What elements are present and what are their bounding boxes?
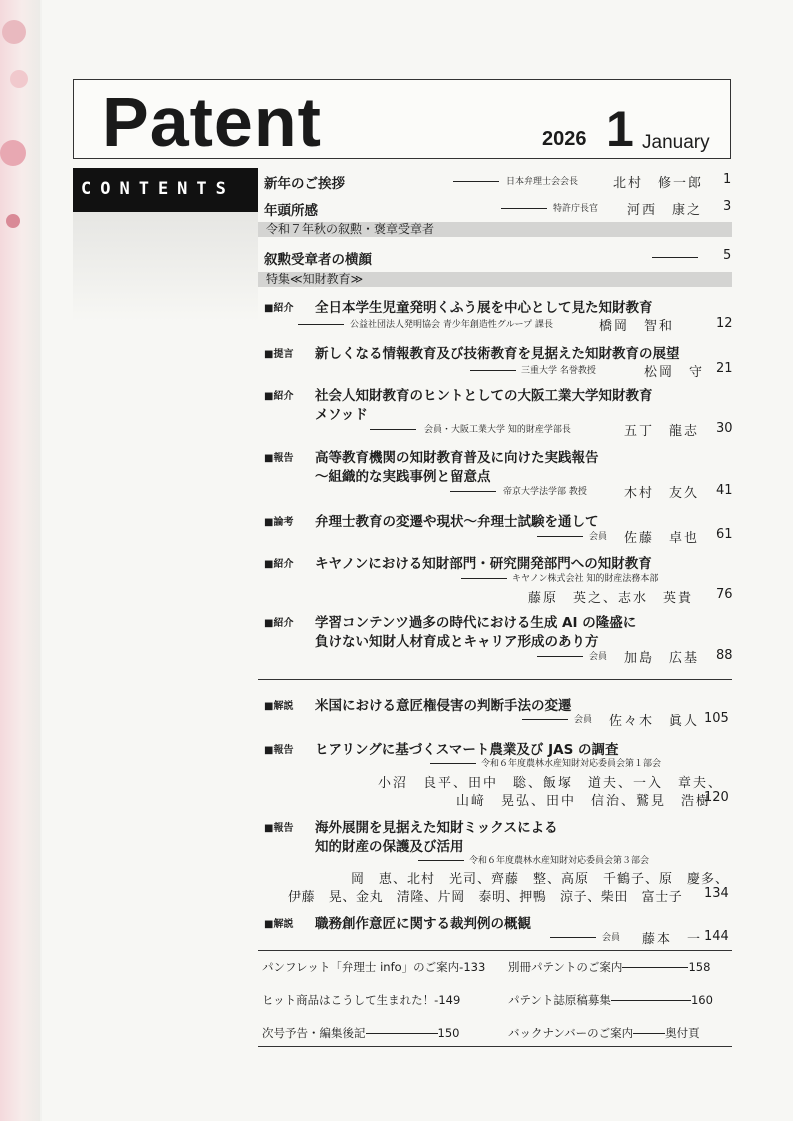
toc-entry-title[interactable]: 学習コンテンツ過多の時代における生成 AI の隆盛に — [315, 615, 637, 631]
footer-link-label: ヒット商品はこうして生まれた！ — [262, 993, 435, 1007]
toc-entry-title-cont: 知的財産の保護及び活用 — [315, 839, 464, 855]
toc-entry-title[interactable]: ヒアリングに基づくスマート農業及び JAS の調査 — [315, 742, 619, 758]
entry-category: ■解説 — [264, 919, 294, 930]
footer-link-label: 別冊パテントのご案内 — [508, 960, 623, 974]
entry-affiliation: 会員 — [589, 652, 608, 662]
toc-entry-title[interactable]: 新年のご挨拶 — [264, 176, 345, 192]
entry-author: 藤本 一 — [642, 932, 703, 947]
masthead — [73, 79, 731, 159]
toc-entry-title[interactable]: 米国における意匠権侵害の判断手法の変遷 — [315, 698, 572, 714]
entry-category: ■報告 — [264, 745, 294, 756]
leader-line — [652, 257, 698, 258]
footer-link[interactable] — [508, 1025, 700, 1041]
toc-entry-title-cont: 負けない知財人材育成とキャリア形成のあり方 — [315, 634, 599, 650]
entry-category: ■報告 — [264, 823, 294, 834]
entry-affiliation: 日本弁理士会会長 — [506, 177, 579, 187]
entry-affiliation: 会員・大阪工業大学 知的財産学部長 — [424, 425, 571, 435]
magazine-logo: Patent — [102, 83, 322, 161]
flower-decoration — [10, 70, 28, 88]
leader-line — [550, 937, 596, 938]
leader-line — [461, 578, 507, 579]
footer-page-num: 158 — [688, 960, 711, 974]
footer-link[interactable] — [262, 959, 485, 975]
leader-line — [611, 1000, 691, 1001]
leader-line — [622, 967, 688, 968]
footer-link-label: バックナンバーのご案内 — [508, 1026, 634, 1040]
entry-category: ■紹介 — [264, 391, 294, 402]
toc-entry-title[interactable]: 全日本学生児童発明くふう展を中心として見た知財教育 — [315, 300, 653, 316]
issue-year: 2026 — [542, 128, 587, 150]
entry-category: ■紹介 — [264, 559, 294, 570]
entry-page: 12 — [716, 316, 733, 331]
footer-link[interactable] — [262, 1025, 459, 1041]
entry-affiliation: 令和６年度農林水産知財対応委員会第１部会 — [481, 759, 662, 769]
footer-link[interactable] — [508, 959, 710, 975]
entry-page: 76 — [716, 587, 733, 602]
entry-page: 21 — [716, 361, 733, 376]
entry-page: 5 — [723, 248, 732, 263]
contents-label: CONTENTS — [81, 179, 235, 199]
entry-category: ■提言 — [264, 349, 294, 360]
section-divider — [258, 679, 732, 680]
toc-entry-title[interactable]: 社会人知財教育のヒントとしての大阪工業大学知財教育 — [315, 388, 653, 404]
entry-category: ■報告 — [264, 453, 294, 464]
entry-page: 88 — [716, 648, 733, 663]
entry-affiliation: 帝京大学法学部 教授 — [503, 487, 587, 497]
toc-entry-title[interactable]: 高等教育機関の知財教育普及に向けた実践報告 — [315, 450, 599, 466]
toc-entry-title[interactable]: 職務創作意匠に関する裁判例の概観 — [315, 916, 531, 932]
footer-link-page: -149 — [434, 993, 461, 1007]
footer-page-num: 150 — [437, 1026, 460, 1040]
entry-page: 41 — [716, 483, 733, 498]
entry-author: 加島 広基 — [624, 651, 700, 666]
issue-number: 1 — [606, 101, 634, 157]
toc-entry-title[interactable]: 年頭所感 — [264, 203, 318, 219]
leader-line — [450, 491, 496, 492]
entry-affiliation: キヤノン株式会社 知的財産法務本部 — [512, 574, 659, 584]
toc-entry-title-cont: メソッド — [315, 407, 368, 423]
leader-line — [537, 536, 583, 537]
contents-band-fade — [73, 212, 258, 322]
contents-band — [73, 168, 258, 212]
entry-page: 105 — [704, 711, 729, 726]
toc-entry-title[interactable]: 海外展開を見据えた知財ミックスによる — [315, 820, 558, 836]
entry-page: 3 — [723, 199, 732, 214]
toc-entry-title[interactable]: キヤノンにおける知財部門・研究開発部門への知財教育 — [315, 556, 652, 572]
entry-author: 木村 友久 — [624, 486, 700, 501]
entry-author: 橋岡 智和 — [599, 319, 675, 334]
entry-author: 佐々木 眞人 — [609, 714, 700, 729]
footer-link[interactable] — [262, 992, 460, 1008]
leader-line — [633, 1033, 665, 1034]
issue-month: January — [642, 132, 710, 153]
entry-affiliation: 会員 — [602, 933, 621, 943]
section-band: 令和７年秋の叙勲・褒章受章者 — [258, 222, 732, 237]
entry-affiliation: 会員 — [574, 715, 593, 725]
entry-author: 岡 恵、北村 光司、齊藤 整、高原 千鶴子、原 慶多、 — [351, 872, 730, 887]
entry-affiliation: 特許庁長官 — [553, 204, 599, 214]
entry-author: 松岡 守 — [644, 365, 705, 380]
entry-author-cont: 伊藤 晃、金丸 清隆、片岡 泰明、押鴨 涼子、柴田 富士子 — [288, 890, 683, 905]
entry-page: 1 — [723, 172, 732, 187]
entry-author: 藤原 英之、志水 英貴 — [528, 591, 694, 606]
leader-line — [537, 656, 583, 657]
footer-page-num: 133 — [463, 960, 486, 974]
entry-page: 144 — [704, 929, 729, 944]
entry-category: ■紹介 — [264, 618, 294, 629]
flower-decoration — [2, 20, 26, 44]
flower-decoration — [6, 214, 20, 228]
entry-author: 佐藤 卓也 — [624, 531, 700, 546]
footer-divider — [258, 950, 732, 951]
entry-author-cont: 山﨑 晃弘、田中 信治、鷲見 浩樹 — [456, 794, 712, 809]
entry-page: 61 — [716, 527, 733, 542]
leader-line — [522, 719, 568, 720]
entry-category: ■紹介 — [264, 303, 294, 314]
entry-category: ■解説 — [264, 701, 294, 712]
entry-page: 30 — [716, 421, 733, 436]
binding-edge — [0, 0, 40, 1121]
footer-page-num: 160 — [690, 993, 713, 1007]
footer-page-num: 149 — [438, 993, 461, 1007]
leader-line — [470, 370, 516, 371]
footer-link-label: 次号予告・編集後記 — [262, 1026, 366, 1040]
entry-author: 五丁 龍志 — [624, 424, 700, 439]
footer-link[interactable] — [508, 992, 713, 1008]
toc-entry-title[interactable]: 叙勲受章者の横顔 — [264, 252, 372, 268]
toc-entry-title-cont: ～組織的な実践事例と留意点 — [315, 469, 491, 485]
footer-link-label: パテント誌原稿募集 — [508, 993, 611, 1007]
entry-page: 120 — [704, 790, 729, 805]
leader-line — [370, 429, 416, 430]
leader-line — [366, 1033, 438, 1034]
toc-entry-title[interactable]: 弁理士教育の変遷や現状～弁理士試験を通して — [315, 514, 599, 530]
bottom-divider — [258, 1046, 732, 1047]
flower-decoration — [0, 140, 26, 166]
entry-affiliation: 三重大学 名誉教授 — [521, 366, 596, 376]
entry-affiliation: 会員 — [589, 532, 608, 542]
entry-category: ■論考 — [264, 517, 294, 528]
leader-line — [501, 208, 547, 209]
entry-author: 小沼 良平、田中 聡、飯塚 道夫、一入 章夫、 — [378, 776, 724, 791]
footer-page-num: 奥付頁 — [665, 1026, 700, 1040]
footer-link-page: -133 — [459, 960, 486, 974]
entry-affiliation: 公益社団法人発明協会 青少年創造性グループ 課長 — [350, 320, 554, 330]
entry-author: 北村 修一郎 — [613, 176, 704, 191]
section-band: 特集≪知財教育≫ — [258, 272, 732, 287]
entry-page: 134 — [704, 886, 729, 901]
leader-line — [430, 763, 476, 764]
entry-affiliation: 令和６年度農林水産知財対応委員会第３部会 — [469, 856, 650, 866]
leader-line — [418, 860, 464, 861]
leader-line — [298, 324, 344, 325]
footer-link-label: パンフレット「弁理士 info」のご案内 — [262, 960, 460, 974]
toc-entry-title[interactable]: 新しくなる情報教育及び技術教育を見据えた知財教育の展望 — [315, 346, 680, 362]
leader-line — [453, 181, 499, 182]
entry-author: 河西 康之 — [627, 203, 703, 218]
